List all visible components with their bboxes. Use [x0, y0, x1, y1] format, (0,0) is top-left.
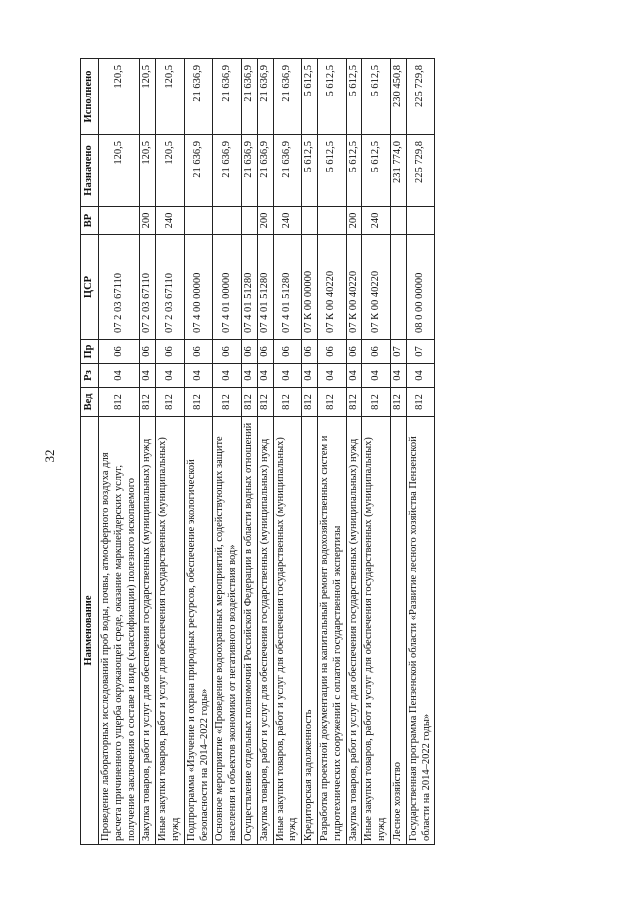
cell-vr	[406, 207, 435, 235]
cell-rz: 04	[302, 364, 318, 388]
cell-ved: 812	[257, 388, 273, 417]
cell-rz: 04	[406, 364, 435, 388]
cell-csr: 07 2 03 67110	[140, 235, 156, 340]
cell-csr: 08 0 00 00000	[406, 235, 435, 340]
cell-rz: 04	[241, 364, 257, 388]
table-row	[156, 59, 185, 845]
table-row	[257, 59, 273, 845]
cell-executed: 120,5	[99, 59, 140, 135]
cell-name: Иные закупки товаров, работ и услуг для обеспечения государственных (муниципальных) нужд	[156, 417, 185, 845]
cell-ved: 812	[156, 388, 185, 417]
cell-ved: 812	[362, 388, 391, 417]
cell-csr: 07 К 00 40220	[346, 235, 362, 340]
cell-rz: 04	[184, 364, 213, 388]
cell-assigned: 21 636,9	[184, 135, 213, 207]
cell-executed: 5 612,5	[362, 59, 391, 135]
cell-assigned: 120,5	[156, 135, 185, 207]
cell-vr	[241, 207, 257, 235]
cell-ved: 812	[99, 388, 140, 417]
cell-ved: 812	[241, 388, 257, 417]
cell-assigned: 5 612,5	[317, 135, 346, 207]
cell-csr: 07 4 00 00000	[184, 235, 213, 340]
cell-assigned: 5 612,5	[346, 135, 362, 207]
cell-pr: 06	[273, 340, 302, 364]
cell-csr	[390, 235, 406, 340]
cell-vr	[317, 207, 346, 235]
cell-csr: 07 2 03 67110	[99, 235, 140, 340]
cell-vr	[184, 207, 213, 235]
cell-assigned: 120,5	[99, 135, 140, 207]
cell-vr	[213, 207, 242, 235]
cell-name: Закупка товаров, работ и услуг для обеспечения государственных (муниципальных) нужд	[346, 417, 362, 845]
budget-table	[80, 58, 435, 845]
cell-rz: 04	[99, 364, 140, 388]
cell-pr: 06	[156, 340, 185, 364]
cell-csr: 07 К 00 40220	[362, 235, 391, 340]
cell-name: Кредиторская задолженность	[302, 417, 318, 845]
cell-assigned: 5 612,5	[362, 135, 391, 207]
cell-rz: 04	[140, 364, 156, 388]
cell-executed: 21 636,9	[241, 59, 257, 135]
cell-ved: 812	[390, 388, 406, 417]
cell-ved: 812	[317, 388, 346, 417]
cell-assigned: 225 729,8	[406, 135, 435, 207]
cell-executed: 120,5	[140, 59, 156, 135]
cell-ved: 812	[213, 388, 242, 417]
cell-csr: 07 2 03 67110	[156, 235, 185, 340]
header-csr: ЦСР	[81, 235, 99, 340]
cell-vr	[99, 207, 140, 235]
cell-ved: 812	[273, 388, 302, 417]
cell-pr: 06	[213, 340, 242, 364]
table-row	[302, 59, 318, 845]
cell-csr: 07 4 01 51280	[273, 235, 302, 340]
table-row	[406, 59, 435, 845]
cell-pr: 06	[302, 340, 318, 364]
cell-pr: 06	[362, 340, 391, 364]
header-name: Наименование	[81, 417, 99, 845]
table-body	[99, 59, 435, 845]
cell-assigned: 231 774,0	[390, 135, 406, 207]
cell-pr: 06	[257, 340, 273, 364]
cell-pr: 06	[99, 340, 140, 364]
cell-rz: 04	[213, 364, 242, 388]
cell-pr: 07	[406, 340, 435, 364]
cell-pr: 06	[241, 340, 257, 364]
cell-name: Основное мероприятие «Проведение водоохранных мероприятий, содействующих защите населения и объектов экономики от негативного воздействия вод»	[213, 417, 242, 845]
page-number: 32	[42, 449, 57, 463]
header-assigned: Назначено	[81, 135, 99, 207]
cell-executed: 21 636,9	[184, 59, 213, 135]
cell-pr: 07	[390, 340, 406, 364]
cell-executed: 5 612,5	[346, 59, 362, 135]
cell-executed: 230 450,8	[390, 59, 406, 135]
cell-rz: 04	[156, 364, 185, 388]
table-row	[273, 59, 302, 845]
header-ved: Вед	[81, 388, 99, 417]
cell-csr: 07 К 00 00000	[302, 235, 318, 340]
header-pr: Пр	[81, 340, 99, 364]
cell-executed: 5 612,5	[317, 59, 346, 135]
cell-vr: 200	[257, 207, 273, 235]
cell-rz: 04	[257, 364, 273, 388]
table-row	[213, 59, 242, 845]
table-row	[362, 59, 391, 845]
cell-name: Разработка проектной документации на капитальный ремонт водохозяйственных систем и гидротехнических сооружений с оплатой государственной экспертизы	[317, 417, 346, 845]
cell-rz: 04	[273, 364, 302, 388]
cell-executed: 21 636,9	[213, 59, 242, 135]
cell-rz: 04	[390, 364, 406, 388]
table-row	[99, 59, 140, 845]
cell-csr: 07 4 01 00000	[213, 235, 242, 340]
cell-executed: 120,5	[156, 59, 185, 135]
cell-name: Иные закупки товаров, работ и услуг для обеспечения государственных (муниципальных) нужд	[273, 417, 302, 845]
cell-pr: 06	[317, 340, 346, 364]
cell-ved: 812	[406, 388, 435, 417]
table-header-row	[81, 59, 99, 845]
cell-vr: 200	[346, 207, 362, 235]
cell-rz: 04	[362, 364, 391, 388]
cell-pr: 06	[140, 340, 156, 364]
rotated-page-content	[80, 59, 560, 845]
cell-csr: 07 К 00 40220	[317, 235, 346, 340]
cell-ved: 812	[140, 388, 156, 417]
cell-assigned: 21 636,9	[257, 135, 273, 207]
cell-csr: 07 4 01 51280	[257, 235, 273, 340]
cell-vr: 240	[273, 207, 302, 235]
cell-name: Иные закупки товаров, работ и услуг для обеспечения государственных (муниципальных) нужд	[362, 417, 391, 845]
cell-pr: 06	[346, 340, 362, 364]
cell-vr	[390, 207, 406, 235]
cell-assigned: 21 636,9	[213, 135, 242, 207]
cell-assigned: 21 636,9	[273, 135, 302, 207]
header-rz: Рз	[81, 364, 99, 388]
cell-ved: 812	[346, 388, 362, 417]
cell-executed: 21 636,9	[273, 59, 302, 135]
cell-pr: 06	[184, 340, 213, 364]
cell-executed: 5 612,5	[302, 59, 318, 135]
table-row	[140, 59, 156, 845]
cell-name: Закупка товаров, работ и услуг для обеспечения государственных (муниципальных) нужд	[140, 417, 156, 845]
header-vr: ВР	[81, 207, 99, 235]
cell-rz: 04	[346, 364, 362, 388]
cell-rz: 04	[317, 364, 346, 388]
table-row	[317, 59, 346, 845]
cell-name: Лесное хозяйство	[390, 417, 406, 845]
cell-vr	[302, 207, 318, 235]
cell-vr: 240	[362, 207, 391, 235]
cell-vr: 240	[156, 207, 185, 235]
cell-assigned: 5 612,5	[302, 135, 318, 207]
table-row	[390, 59, 406, 845]
cell-csr: 07 4 01 51280	[241, 235, 257, 340]
cell-ved: 812	[302, 388, 318, 417]
cell-name: Закупка товаров, работ и услуг для обеспечения государственных (муниципальных) нужд	[257, 417, 273, 845]
cell-name: Проведение лабораторных исследований проб воды, почвы, атмосферного воздуха для расчета причиненного ущерба окружающей среде, оказание маркшейдерских услуг, получение заключения о составе и виде (классификации) полезного ископаемого	[99, 417, 140, 845]
table-row	[184, 59, 213, 845]
table-row	[241, 59, 257, 845]
cell-name: Подпрограмма «Изучение и охрана природных ресурсов, обеспечение экологической безопасности на 2014–2022 годы»	[184, 417, 213, 845]
cell-executed: 225 729,8	[406, 59, 435, 135]
cell-executed: 21 636,9	[257, 59, 273, 135]
cell-ved: 812	[184, 388, 213, 417]
cell-assigned: 21 636,9	[241, 135, 257, 207]
cell-vr: 200	[140, 207, 156, 235]
cell-name: Государственная программа Пензенской области «Развитие лесного хозяйства Пензенской области на 2014–2022 годы»	[406, 417, 435, 845]
table-row	[346, 59, 362, 845]
cell-name: Осуществление отдельных полномочий Российской Федерации в области водных отношений	[241, 417, 257, 845]
cell-assigned: 120,5	[140, 135, 156, 207]
header-executed: Исполнено	[81, 59, 99, 135]
